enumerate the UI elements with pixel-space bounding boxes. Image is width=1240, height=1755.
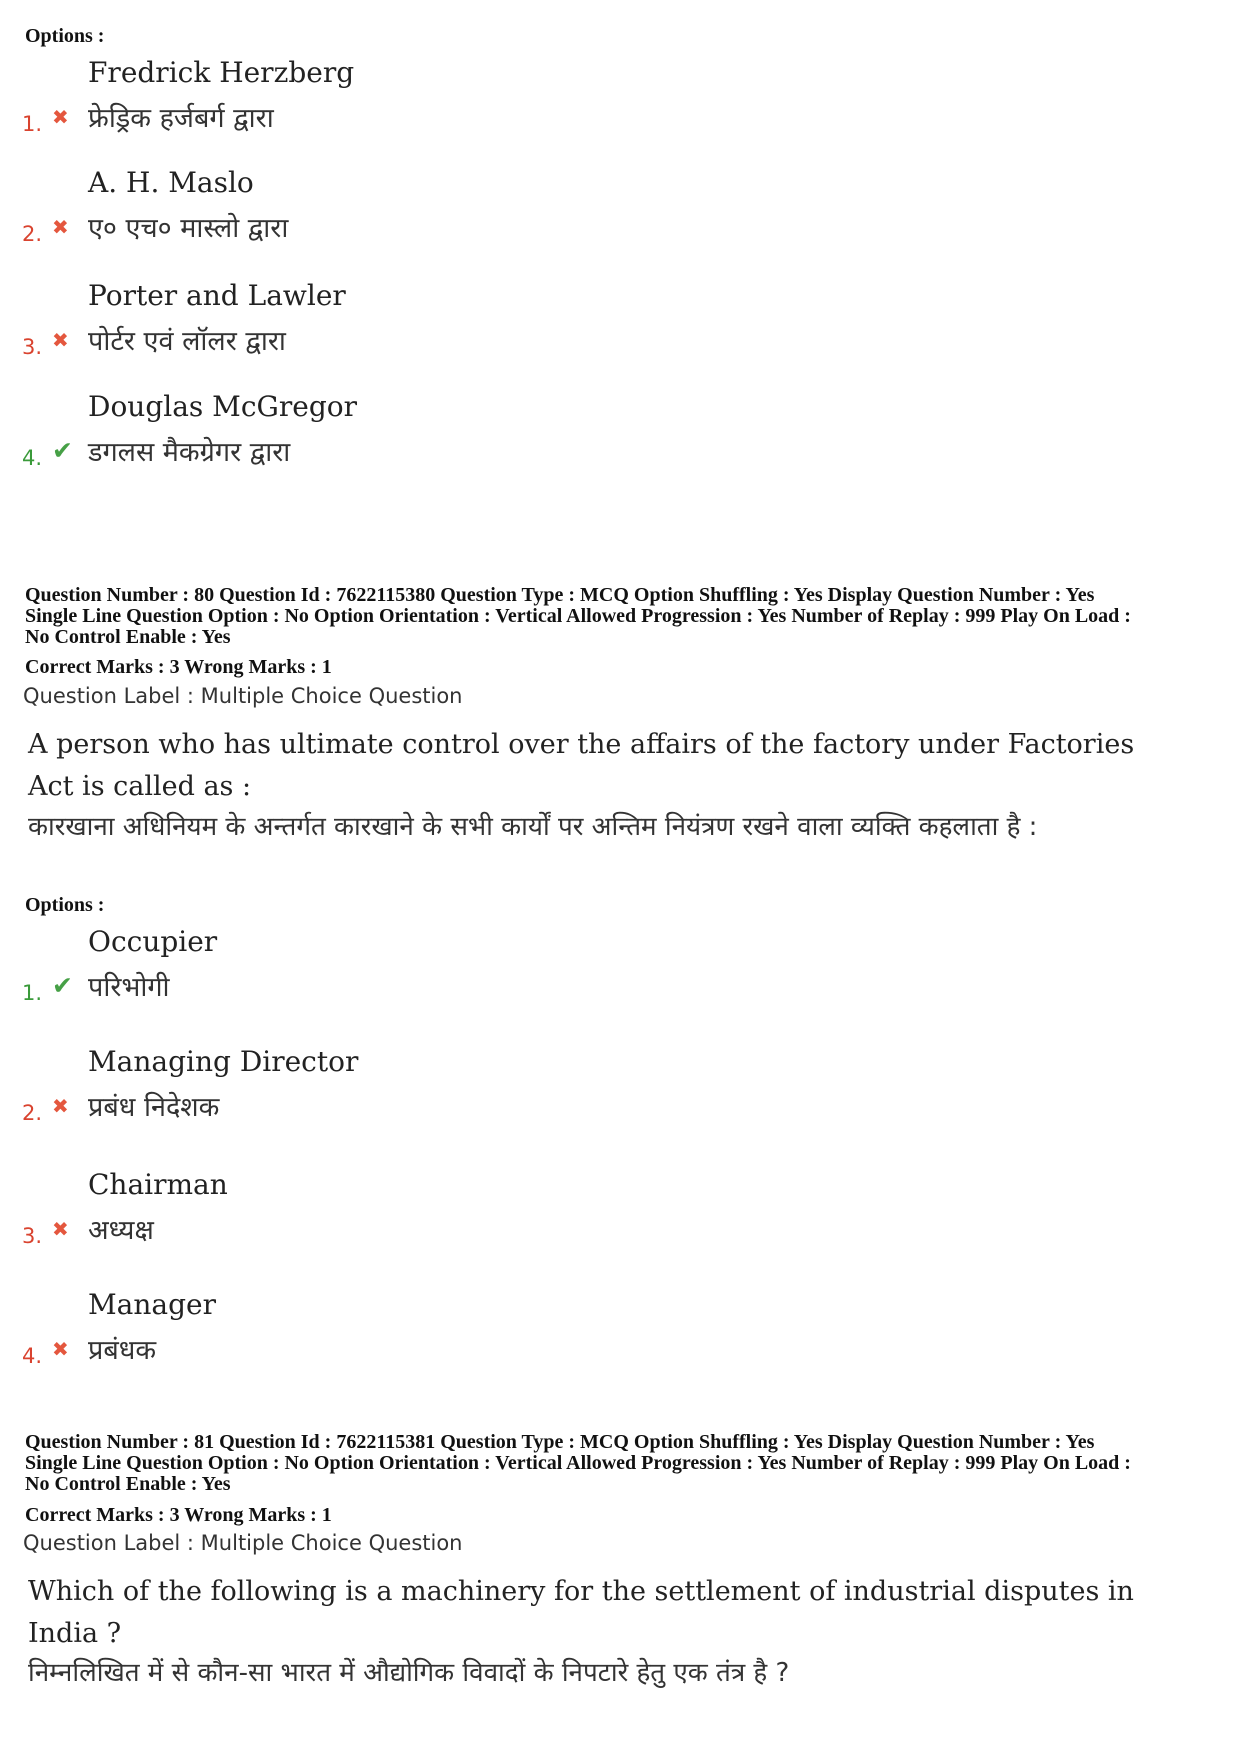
cross-icon: ✖ <box>52 215 69 239</box>
question-text-hi: निम्नलिखित में से कौन-सा भारत में औद्योगिक विवादों के निपटारे हेतु एक तंत्र है ? <box>28 1658 790 1688</box>
marks-info: Correct Marks : 3 Wrong Marks : 1 <box>25 656 332 678</box>
metadata-line: No Control Enable : Yes <box>25 626 231 648</box>
cross-icon: ✖ <box>52 328 69 352</box>
cross-icon: ✖ <box>52 1217 69 1241</box>
metadata-line: Question Number : 80 Question Id : 7622115380 Question Type : MCQ Option Shuffling : Yes Display Question Number : Yes <box>25 584 1095 606</box>
option-number: 3. <box>22 335 43 359</box>
option-text-en: Manager <box>88 1288 216 1321</box>
option-2 <box>22 1045 822 1155</box>
option-2 <box>22 166 822 276</box>
check-icon: ✔ <box>52 436 73 465</box>
options-label: Options : <box>25 25 105 47</box>
option-4 <box>22 1288 822 1398</box>
question-label: Question Label : Multiple Choice Question <box>23 1531 463 1555</box>
option-text-hi: परिभोगी <box>88 972 170 1003</box>
option-number: 4. <box>22 1344 43 1368</box>
option-number: 2. <box>22 222 43 246</box>
option-text-hi: ए० एच० मास्लो द्वारा <box>88 213 289 244</box>
option-number: 2. <box>22 1101 43 1125</box>
option-text-en: Chairman <box>88 1168 228 1201</box>
option-number: 1. <box>22 981 43 1005</box>
option-text-hi: प्रबंध निदेशक <box>88 1092 220 1123</box>
option-1 <box>22 56 822 166</box>
option-number: 3. <box>22 1224 43 1248</box>
question-text-en: Which of the following is a machinery for the settlement of industrial disputes in India ? <box>28 1576 1134 1649</box>
option-3 <box>22 1168 822 1278</box>
cross-icon: ✖ <box>52 105 69 129</box>
option-1 <box>22 925 822 1035</box>
option-number: 1. <box>22 112 43 136</box>
question-text-hi: कारखाना अधिनियम के अन्तर्गत कारखाने के सभी कार्यों पर अन्तिम नियंत्रण रखने वाला व्यक्ति कहलाता है : <box>28 812 1038 842</box>
question-label: Question Label : Multiple Choice Question <box>23 684 463 708</box>
cross-icon: ✖ <box>52 1094 69 1118</box>
option-number: 4. <box>22 446 43 470</box>
option-text-hi: प्रबंधक <box>88 1335 157 1366</box>
option-text-en: A. H. Maslo <box>88 166 254 199</box>
cross-icon: ✖ <box>52 1337 69 1361</box>
option-3 <box>22 279 822 389</box>
option-text-en: Douglas McGregor <box>88 390 358 423</box>
option-text-hi: पोर्टर एवं लॉलर द्वारा <box>88 326 286 357</box>
option-4 <box>22 390 822 500</box>
option-text-en: Managing Director <box>88 1045 359 1078</box>
option-text-en: Occupier <box>88 925 218 958</box>
option-text-hi: अध्यक्ष <box>88 1215 154 1246</box>
question-text-en: A person who has ultimate control over the affairs of the factory under Factories Act is called as : <box>28 729 1135 802</box>
question-metadata <box>25 1432 1225 1495</box>
option-text-en: Porter and Lawler <box>88 279 346 312</box>
metadata-line: Question Number : 81 Question Id : 7622115381 Question Type : MCQ Option Shuffling : Yes Display Question Number : Yes <box>25 1431 1095 1453</box>
metadata-line: No Control Enable : Yes <box>25 1473 231 1495</box>
metadata-line: Single Line Question Option : No Option Orientation : Vertical Allowed Progression : Yes Number of Replay : 999 Play On Load : <box>25 1452 1131 1474</box>
question-metadata <box>25 585 1225 648</box>
metadata-line: Single Line Question Option : No Option Orientation : Vertical Allowed Progression : Yes Number of Replay : 999 Play On Load : <box>25 605 1131 627</box>
option-text-en: Fredrick Herzberg <box>88 56 355 89</box>
marks-info: Correct Marks : 3 Wrong Marks : 1 <box>25 1504 332 1526</box>
check-icon: ✔ <box>52 971 73 1000</box>
options-label: Options : <box>25 894 105 916</box>
option-text-hi: फ्रेड्रिक हर्जबर्ग द्वारा <box>88 103 274 134</box>
option-text-hi: डगलस मैकग्रेगर द्वारा <box>88 437 291 468</box>
